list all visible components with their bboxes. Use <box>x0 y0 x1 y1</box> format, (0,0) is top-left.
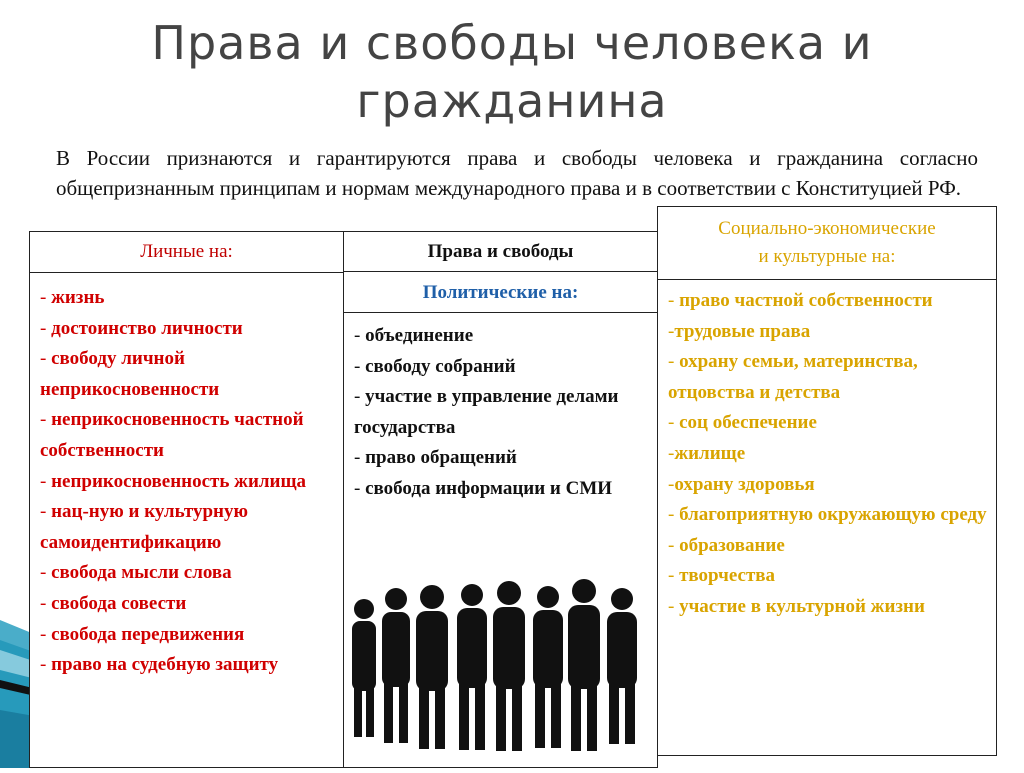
social-rights-column <box>657 279 997 756</box>
list-item: -трудовые права <box>668 320 811 342</box>
list-item: -жилище <box>668 442 746 464</box>
title-line-2: гражданина <box>356 74 668 128</box>
political-rights-column <box>343 312 658 570</box>
list-item: -охрану здоровья <box>668 473 815 495</box>
rights-header-cell <box>343 231 658 272</box>
list-item: - свобода передвижения <box>40 623 245 645</box>
social-rights-header <box>658 207 996 271</box>
list-item: - творчества <box>668 565 776 587</box>
list-item: - нац-ную и культурную самоидентификацию <box>40 501 249 553</box>
slide-title <box>0 14 1024 130</box>
intro-paragraph: В России признаются и гарантируются права и свободы человека и гражданина согласно общепризнанным принципам и нормам международного права и в соответствии с Конституцией РФ. <box>56 146 978 200</box>
personal-rights-header: Личные на: <box>30 232 343 273</box>
list-item: - свобода совести <box>40 592 187 614</box>
list-item: - свобода мысли слова <box>40 562 232 584</box>
rights-header: Права и свободы <box>427 241 574 262</box>
list-item: - жизнь <box>40 287 105 308</box>
list-item: - участие в управление делами государства <box>354 386 619 438</box>
personal-rights-column <box>29 231 344 768</box>
list-item: - объединение <box>354 325 474 346</box>
title-line-1: Права и свободы человека и <box>151 16 873 70</box>
social-rights-list <box>658 280 996 623</box>
list-item: - охрану семьи, материнства, отцовства и детства <box>668 351 918 403</box>
list-item: - свобода информации и СМИ <box>354 477 613 499</box>
social-header-line-1: Социально-экономические <box>718 218 936 239</box>
list-item: - неприкосновенность частной собственности <box>40 409 304 461</box>
list-item: - право на судебную защиту <box>40 654 279 676</box>
political-rights-list <box>344 313 657 505</box>
list-item: - достоинство личности <box>40 317 243 339</box>
political-header-cell <box>343 271 658 313</box>
list-item: - свободу личной неприкосновенности <box>40 348 220 400</box>
political-rights-header: Политические на: <box>422 282 579 303</box>
list-item: - свободу собраний <box>354 355 516 377</box>
list-item: - право обращений <box>354 447 517 469</box>
people-silhouettes-image <box>343 569 658 768</box>
list-item: - право частной собственности <box>668 290 933 311</box>
list-item: - благоприятную окружающую среду <box>668 504 987 526</box>
list-item: - соц обеспечение <box>668 412 817 434</box>
personal-rights-list <box>30 273 343 681</box>
list-item: - участие в культурной жизни <box>668 595 925 617</box>
list-item: - неприкосновенность жилища <box>40 470 307 492</box>
silhouette-graphic <box>344 569 657 768</box>
social-header-cell <box>657 206 997 280</box>
list-item: - образование <box>668 534 785 556</box>
social-header-line-2: и культурные на: <box>758 246 896 267</box>
